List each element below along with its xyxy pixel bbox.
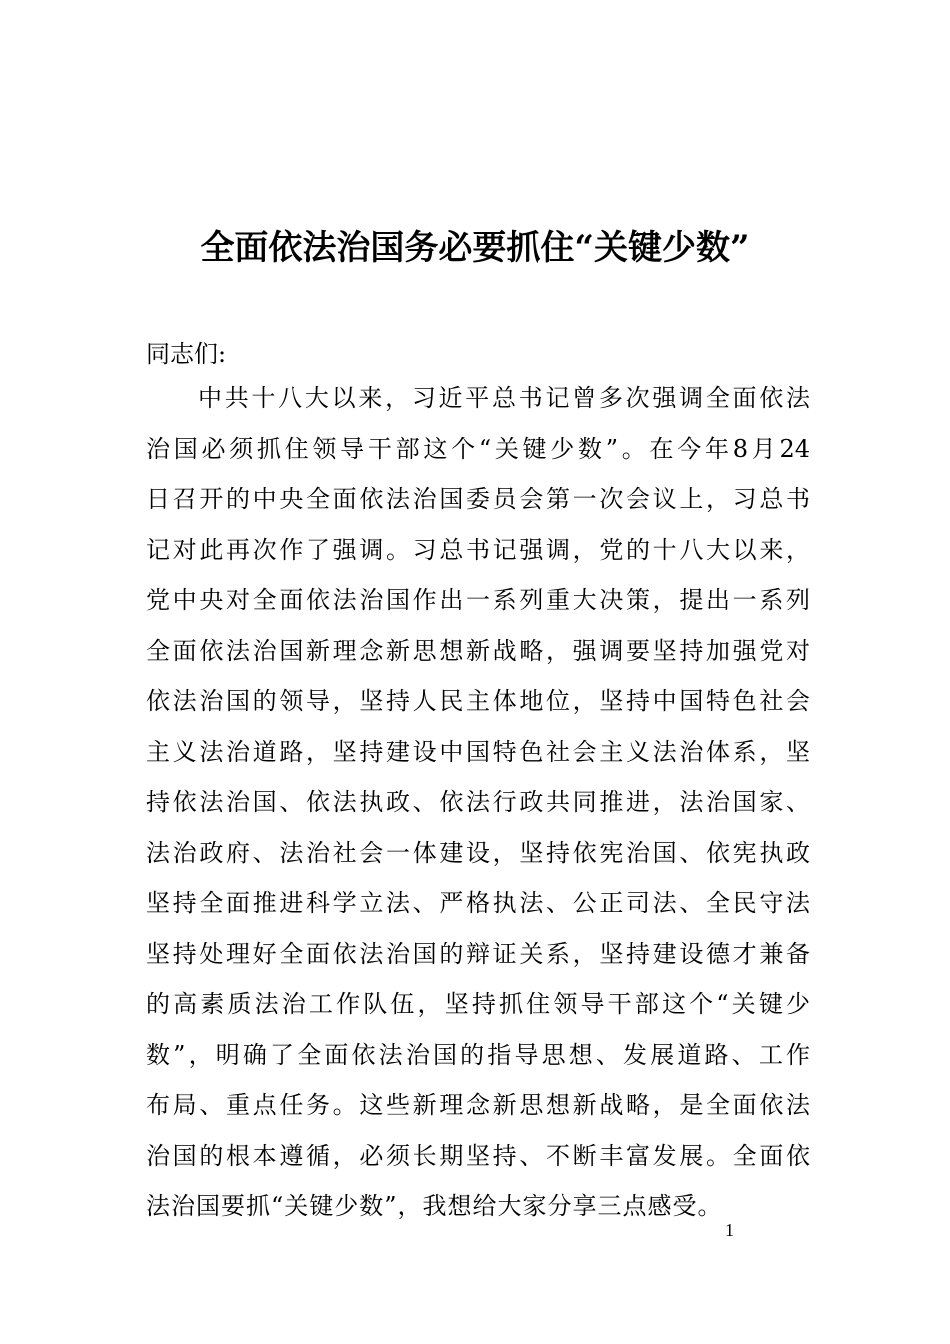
document-title: 全面依法治国务必要抓住“关键少数”: [200, 228, 750, 268]
paragraph-line: 党中央对全面依法治国作出一系列重大决策，提出一系列: [146, 586, 810, 614]
paragraph-line: 记对此再次作了强调。习总书记强调，党的十八大以来，: [146, 535, 810, 564]
paragraph-line: 坚持处理好全面依法治国的辩证关系，坚持建设德才兼备: [146, 939, 810, 968]
paragraph-line: 布局、重点任务。这些新理念新思想新战略，是全面依法: [146, 1091, 810, 1119]
paragraph-line: 治国的根本遵循，必须长期坚持、不断丰富发展。全面依: [146, 1141, 810, 1170]
paragraph-line: 日召开的中央全面依法治国委员会第一次会议上，习总书: [146, 485, 810, 513]
greeting: 同志们:: [146, 340, 227, 368]
paragraph-line: 主义法治道路，坚持建设中国特色社会主义法治体系，坚: [146, 737, 810, 766]
paragraph-line: 法治政府、法治社会一体建设，坚持依宪治国、依宪执政: [146, 838, 810, 867]
paragraph-line: 数”，明确了全面依法治国的指导思想、发展道路、工作: [146, 1040, 810, 1069]
paragraph-line: 坚持全面推进科学立法、严格执法、公正司法、全民守法: [146, 889, 810, 917]
paragraph-line: 的高素质法治工作队伍，坚持抓住领导干部这个“关键少: [146, 990, 810, 1018]
paragraph-line: 持依法治国、依法执政、依法行政共同推进，法治国家、: [146, 788, 810, 816]
paragraph-line: 中共十八大以来，习近平总书记曾多次强调全面依法: [198, 384, 810, 412]
paragraph-line: 全面依法治国新理念新思想新战略，强调要坚持加强党对: [146, 636, 810, 665]
paragraph-line: 治国必须抓住领导干部这个“关键少数”。在今年8月24: [146, 434, 810, 463]
page-number: 1: [725, 1220, 734, 1240]
paragraph-line: 法治国要抓“关键少数”，我想给大家分享三点感受。: [146, 1192, 723, 1220]
body-paragraph: [146, 380, 810, 1239]
paragraph-line: 依法治国的领导，坚持人民主体地位，坚持中国特色社会: [146, 687, 810, 715]
